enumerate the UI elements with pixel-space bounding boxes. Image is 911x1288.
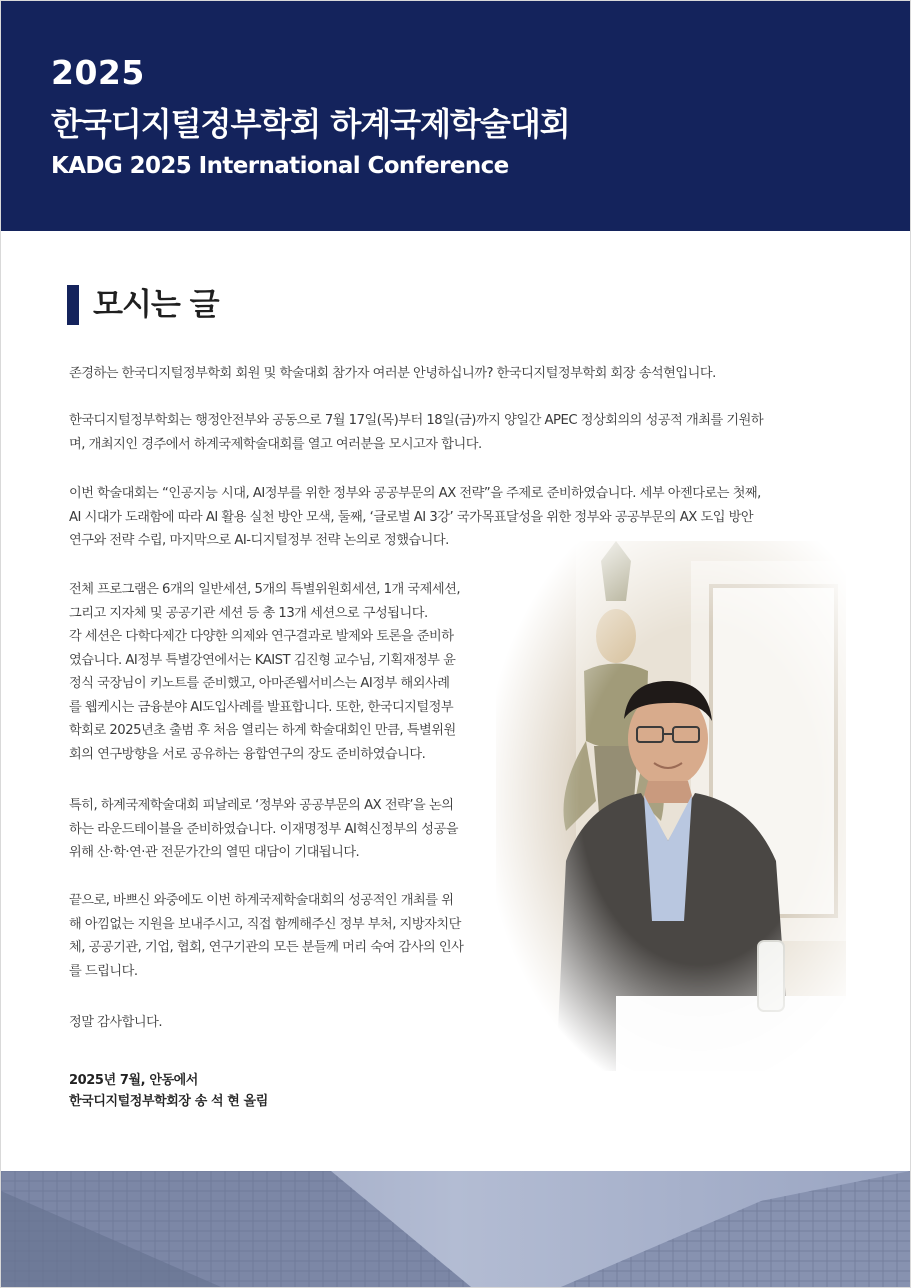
text-line: 를 웹케시는 금융분야 AI도입사례를 발표합니다. 또한, 한국디지털정부: [69, 699, 454, 715]
text-line: 정식 국장님이 키노트를 준비했고, 아마존웹서비스는 AI정부 해외사례: [69, 676, 450, 691]
text-line: 끝으로, 바쁘신 와중에도 이번 하계국제학술대회의 성공적인 개최를 위: [69, 893, 454, 908]
text-line: 연구와 전략 수립, 마지막으로 AI-디지털정부 전략 논의로 정했습니다.: [69, 533, 449, 548]
paragraph-program: [69, 578, 460, 766]
text-line: 회의 연구방향을 서로 공유하는 융합연구의 장도 준비하였습니다.: [69, 746, 426, 762]
text-line: 그리고 지자체 및 공공기관 세션 등 총 13개 세션으로 구성됩니다.: [69, 605, 428, 621]
signature-signer: 한국디지털정부학회장 송 석 현 올림: [69, 1094, 268, 1109]
text-line: 학회로 2025년초 출범 후 처음 열리는 하계 학술대회인 만큼, 특별위원: [69, 723, 456, 738]
text-line: 한국디지털정부학회는 행정안전부와 공동으로 7월 17일(목)부터 18일(금)까지 양일간 APEC 정상회의의 성공적 개최를 기원하: [69, 413, 764, 428]
text-line: 전체 프로그램은 6개의 일반세션, 5개의 특별위원회세션, 1개 국제세션,: [69, 582, 461, 597]
section-heading: [67, 284, 219, 326]
footer-building-band: [1, 1171, 910, 1287]
paragraph-roundtable: [69, 794, 458, 865]
text-line: 였습니다. AI정부 특별강연에서는 KAIST 김진형 교수님, 기획재정부 윤: [69, 652, 456, 668]
text-line: 체, 공공기관, 기업, 협회, 연구기관의 모든 분들께 머리 숙여 감사의 인사: [69, 940, 464, 955]
text-line: 특히, 하계국제학술대회 피날레로 ‘정부와 공공부문의 AX 전략’을 논의: [69, 798, 454, 813]
header-banner: [1, 1, 910, 231]
heading-accent-bar: [67, 285, 79, 325]
text-line: 를 드립니다.: [69, 963, 138, 979]
text-line: 며, 개최지인 경주에서 하계국제학술대회를 열고 여러분을 모시고자 합니다.: [69, 436, 482, 452]
paragraph-intro: [69, 409, 763, 456]
text-line: 각 세션은 다학다제간 다양한 의제와 연구결과로 발제와 토론을 준비하: [69, 629, 454, 644]
paragraph-thanks: [69, 889, 463, 983]
signature-date-place: 2025년 7월, 안동에서: [69, 1073, 198, 1088]
paragraph-greeting: [69, 362, 716, 386]
text-line: 해 아낌없는 지원을 보내주시고, 직접 함께해주신 정부 부처, 지방자치단: [69, 916, 461, 932]
text-line: 하는 라운드테이블을 준비하였습니다. 이재명정부 AI혁신정부의 성공을: [69, 821, 458, 837]
president-photo: [496, 541, 846, 1071]
text-line: 위해 산·학·연·관 전문가간의 열띤 대담이 기대됩니다.: [69, 845, 360, 860]
text-line: 이번 학술대회는 “인공지능 시대, AI정부를 위한 정부와 공공부문의 AX 전략”을 주제로 준비하였습니다. 세부 아젠다로는 첫째,: [69, 486, 761, 501]
header-subtitle: KADG 2025 International Conference: [51, 153, 509, 179]
text-line: 존경하는 한국디지털정부학회 회원 및 학술대회 참가자 여러분 안녕하십니까? 한국디지털정부학회 회장 송석현입니다.: [69, 366, 716, 381]
header-year: 2025: [51, 53, 145, 92]
signature-block: [69, 1070, 268, 1112]
section-title: 모시는 글: [93, 287, 219, 323]
text-line: 정말 감사합니다.: [69, 1015, 163, 1030]
paragraph-closing: [69, 1011, 162, 1035]
header-title: 한국디지털정부학회 하계국제학술대회: [51, 105, 570, 143]
text-line: AI 시대가 도래함에 따라 AI 활용 실천 방안 모색, 둘째, ‘글로벌 AI 3강’ 국가목표달성을 위한 정부와 공공부문의 AX 도입 방안: [69, 509, 754, 525]
